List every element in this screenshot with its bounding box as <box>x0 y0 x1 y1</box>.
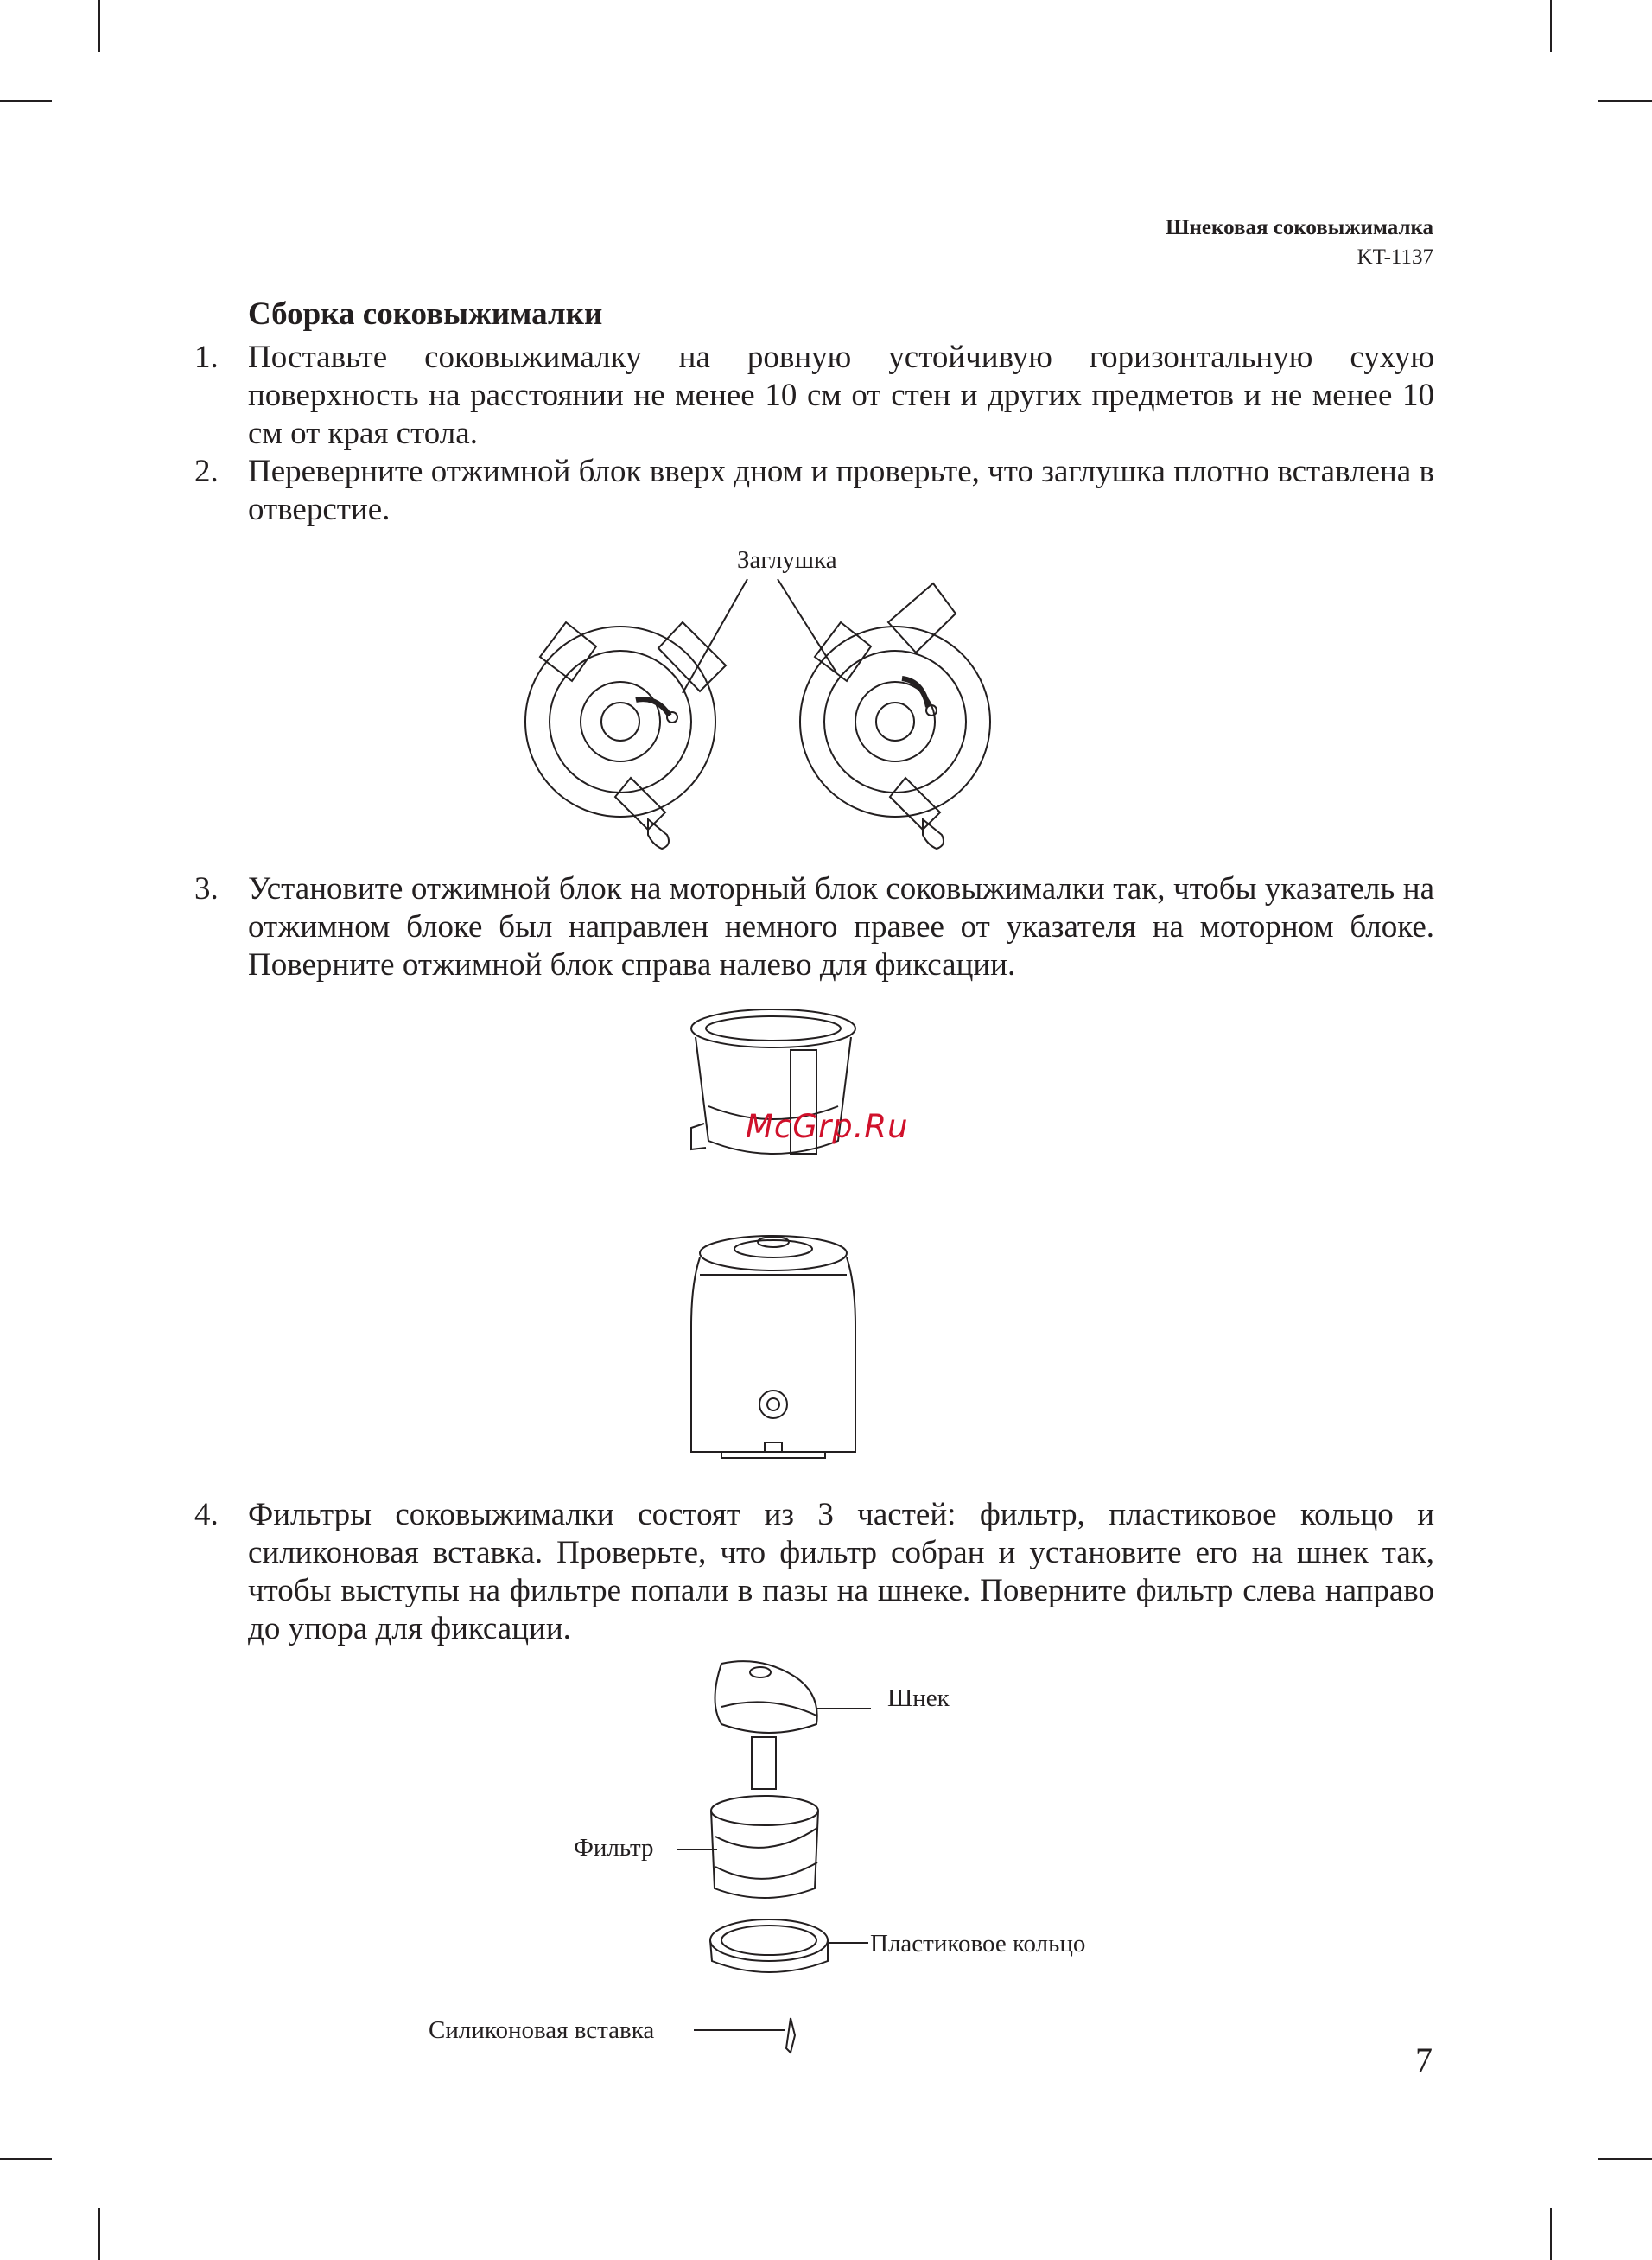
step-2 <box>194 453 1434 529</box>
crop-mark <box>1550 2208 1552 2260</box>
step-number: 2. <box>194 454 219 489</box>
running-header <box>1166 213 1433 272</box>
crop-mark <box>1598 100 1652 102</box>
figure-bottom-view-drawing <box>518 570 1037 860</box>
crop-mark <box>98 2208 100 2260</box>
label-filter: Фильтр <box>574 1834 654 1862</box>
figure-filter-assembly-drawing <box>639 1655 933 2061</box>
step-text: Поставьте соковыжималку на ровную устойчивую горизонтальную сухую поверхность на расстоянии не менее 10 см от стен и других предметов и не менее 10 см от края стола. <box>248 340 1434 451</box>
bottom-view-right <box>800 583 990 849</box>
crop-mark <box>1598 2158 1652 2160</box>
section-title: Сборка соковыжималки <box>248 296 603 332</box>
step-4 <box>194 1496 1434 1648</box>
step-text: Фильтры соковыжималки состоят из 3 частей: фильтр, пластиковое кольцо и силиконовая вставка. Проверьте, что фильтр собран и установите его на шнек так, чтобы выступы на фильтре попали в пазы на шнеке. Поверните фильтр слева направо до упора для фиксации. <box>248 1497 1434 1646</box>
step-3 <box>194 870 1434 984</box>
step-1 <box>194 339 1434 453</box>
crop-mark <box>1550 0 1552 52</box>
watermark: McGrp.Ru <box>746 1108 909 1145</box>
crop-mark <box>0 100 52 102</box>
label-auger: Шнек <box>887 1684 950 1712</box>
figure-motor-block-drawing <box>687 1232 860 1465</box>
step-text: Установите отжимной блок на моторный блок соковыжималки так, чтобы указатель на отжимном блоке был направлен немного правее от указателя на моторном блоке. Поверните отжимной блок справа налево для фиксации. <box>248 871 1434 983</box>
header-model: KT-1137 <box>1357 245 1433 269</box>
step-number: 3. <box>194 871 219 907</box>
step-number: 1. <box>194 340 219 375</box>
crop-mark <box>98 0 100 52</box>
step-text: Переверните отжимной блок вверх дном и проверьте, что заглушка плотно вставлена в отверстие. <box>248 454 1434 527</box>
header-product-name: Шнековая соковыжималка <box>1166 216 1433 239</box>
figure-juicing-block-drawing <box>687 1003 860 1193</box>
label-plug: Заглушка <box>737 546 837 574</box>
step-number: 4. <box>194 1497 219 1532</box>
crop-mark <box>0 2158 52 2160</box>
label-plastic-ring: Пластиковое кольцо <box>870 1930 1086 1958</box>
page-number: 7 <box>1415 2040 1433 2079</box>
bottom-view-left <box>525 622 726 849</box>
label-silicone-insert: Силиконовая вставка <box>429 2016 655 2044</box>
